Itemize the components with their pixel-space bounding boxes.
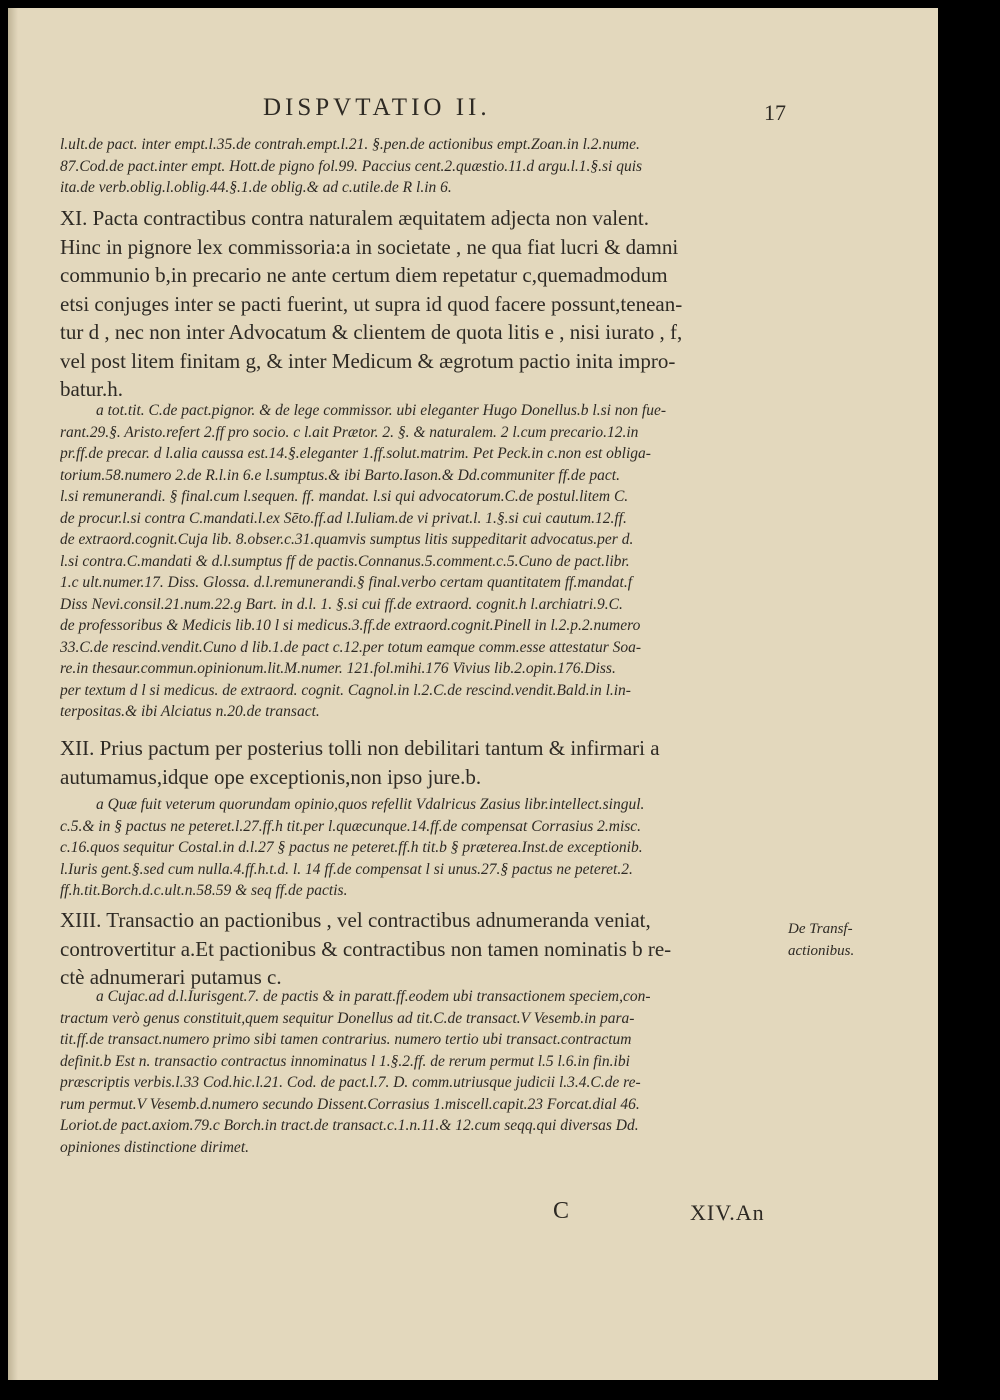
note-line: 33.C.de rescind.vendit.Cuno d lib.1.de pact c.12.per totum eamque comm.esse attestatur Soa- [60,638,642,656]
text-line: batur.h. [60,377,123,401]
notes-xiii [60,986,790,1158]
note-line: ita.de verb.oblig.l.oblig.44.§.1.de oblig.& ad c.utile.de R l.in 6. [60,179,452,196]
note-line: re.in thesaur.commun.opinionum.lit.M.numer. 121.fol.mihi.176 Vivius lib.2.opin.176.Diss. [60,660,616,677]
text-line: XII. Prius pactum per posterius tolli non debilitari tantum & infirmari a [60,736,660,760]
catchword: XIV.An [690,1200,765,1225]
text-line: autumamus,idque ope exceptionis,non ipso jure.b. [60,764,482,789]
notes-xii [60,794,790,902]
note-line: 1.c ult.numer.17. Diss. Glossa. d.l.remunerandi.§ final.verbo certam quantitatem ff.mandat.f [60,574,633,591]
note-line: de professoribus & Medicis lib.10 l si medicus.3.ff.de extraord.cognit.Pinell in l.2.p.2.numero [60,617,641,634]
section-xii [60,734,790,791]
signature-mark: C [553,1198,570,1224]
section-xiii [60,906,790,992]
running-title: DISPVTATIO II. [263,94,491,121]
note-line: l.ult.de pact. inter empt.l.35.de contrah.empt.l.21. §.pen.de actionibus empt.Zoan.in l.2.nume. [60,136,640,153]
note-line: rant.29.§. Aristo.refert 2.ff pro socio. c l.ait Prætor. 2. §. & naturalem. 2 l.cum precario.12.in [60,423,639,441]
text-line: controvertitur a.Et pactionibus & contractibus non tamen nominatis b re- [60,936,672,961]
note-line: l.Iuris gent.§.sed cum nulla.4.ff.h.t.d. l. 14 ff.de compensat l si unus.27.§ pactus ne peteret.2. [60,860,633,878]
page-spine-shadow [8,8,18,1380]
note-line: a Quæ fuit veterum quorundam opinio,quos refellit Vdalricus Zasius libr.intellect.singul. [96,796,645,813]
note-line: tit.ff.de transact.numero primo sibi tamen contrarius. numero tertio ubi transact.contractum [60,1031,632,1048]
note-line: terpositas.& ibi Alciatus n.20.de transact. [60,703,320,720]
note-line: pr.ff.de precar. d l.alia caussa est.14.§.eleganter 1.ff.solut.matrim. Pet Peck.in c.non est obliga- [60,445,651,462]
note-line: l.si contra.C.mandati & d.l.sumptus ff de pactis.Connanus.5.comment.c.5.Cuno de pact.libr. [60,552,630,570]
text-line: vel post litem finitam g, & inter Medicum & ægrotum pactio inita impro- [60,348,676,373]
text-line: XI. Pacta contractibus contra naturalem æquitatem adjecta non valent. [60,206,649,230]
note-line: tractum verò genus constituit,quem sequitur Donellus ad tit.C.de transact.V Vesemb.in para- [60,1009,635,1027]
note-line: ff.h.tit.Borch.d.c.ult.n.58.59 & seq ff.de pactis. [60,882,348,899]
note-line: de extraord.cognit.Cuja lib. 8.obser.c.31.quamvis sumptus litis suppeditarit advocatus.per d. [60,531,634,548]
text-line: communio b,in precario ne ante certum diem repetatur c,quemadmodum [60,263,668,287]
text-line: Hinc in pignore lex commissoria:a in societate , ne qua fiat lucri & damni [60,234,679,259]
text-line: etsi conjuges inter se pacti fuerint, ut supra id quod facere possunt,tenean- [60,291,683,316]
text-line: ctè adnumerari putamus c. [60,965,282,989]
note-line: 87.Cod.de pact.inter empt. Hott.de pigno fol.99. Paccius cent.2.quæstio.11.d argu.l.1.§.si quis [60,157,643,175]
note-line: Diss Nevi.consil.21.num.22.g Bart. in d.l. 1. §.si cui ff.de extraord. cognit.h l.archiatri.9.C. [60,595,623,613]
book-page [8,8,938,1380]
note-line: torium.58.numero 2.de R.l.in 6.e l.sumptus.& ibi Barto.Iason.& Dd.communiter ff.de pact. [60,466,620,484]
note-line: c.16.quos sequitur Costal.in d.l.27 § pactus ne peteret.ff.h tit.b § præterea.Inst.de exceptionib. [60,839,643,856]
note-line: definit.b Est n. transactio contractus innominatus l 1.§.2.ff. de rerum permut l.5 l.6.in fin.ibi [60,1052,630,1070]
note-line: præscriptis verbis.l.33 Cod.hic.l.21. Cod. de pact.l.7. D. comm.utriusque judicii l.3.4.C.de re- [60,1074,641,1091]
text-line: XIII. Transactio an pactionibus , vel contractibus adnumeranda veniat, [60,908,651,932]
margin-note [788,918,898,962]
margin-note-line: De Transf- [788,921,853,937]
section-xi [60,204,790,404]
note-line: a Cujac.ad d.l.Iurisgent.7. de pactis & in paratt.ff.eodem ubi transactionem speciem,con- [96,988,651,1005]
text-line: tur d , nec non inter Advocatum & clientem de quota litis e , nisi iurato , f, [60,320,683,344]
note-line: c.5.& in § pactus ne peteret.l.27.ff.h tit.per l.quæcunque.14.ff.de compensat Corrasius 2.misc. [60,817,642,835]
note-line: de procur.l.si contra C.mandati.l.ex Sēto.ff.ad l.Iuliam.de vi privat.l. 1.§.si cui cautum.12.ff. [60,509,627,527]
note-line: a tot.tit. C.de pact.pignor. & de lege commissor. ubi eleganter Hugo Donellus.b l.si non fue- [96,402,667,419]
note-line: opiniones distinctione dirimet. [60,1138,249,1156]
note-line: rum permut.V Vesemb.d.numero secundo Dissent.Corrasius 1.miscell.capit.23 Forcat.dial 46. [60,1095,640,1113]
notes-xi [60,400,790,723]
note-line: Loriot.de pact.axiom.79.c Borch.in tract.de transact.c.1.n.11.& 12.cum seqq.qui diversas Dd. [60,1117,639,1134]
note-line: l.si remunerandi. § final.cum l.sequen. ff. mandat. l.si qui advocatorum.C.de postul.litem C. [60,488,629,505]
notes-top [60,134,790,199]
page-number: 17 [764,100,786,125]
margin-note-line: actionibus. [788,943,855,959]
note-line: per textum d l si medicus. de extraord. cognit. Cagnol.in l.2.C.de rescind.vendit.Bald.in l.in- [60,681,631,699]
